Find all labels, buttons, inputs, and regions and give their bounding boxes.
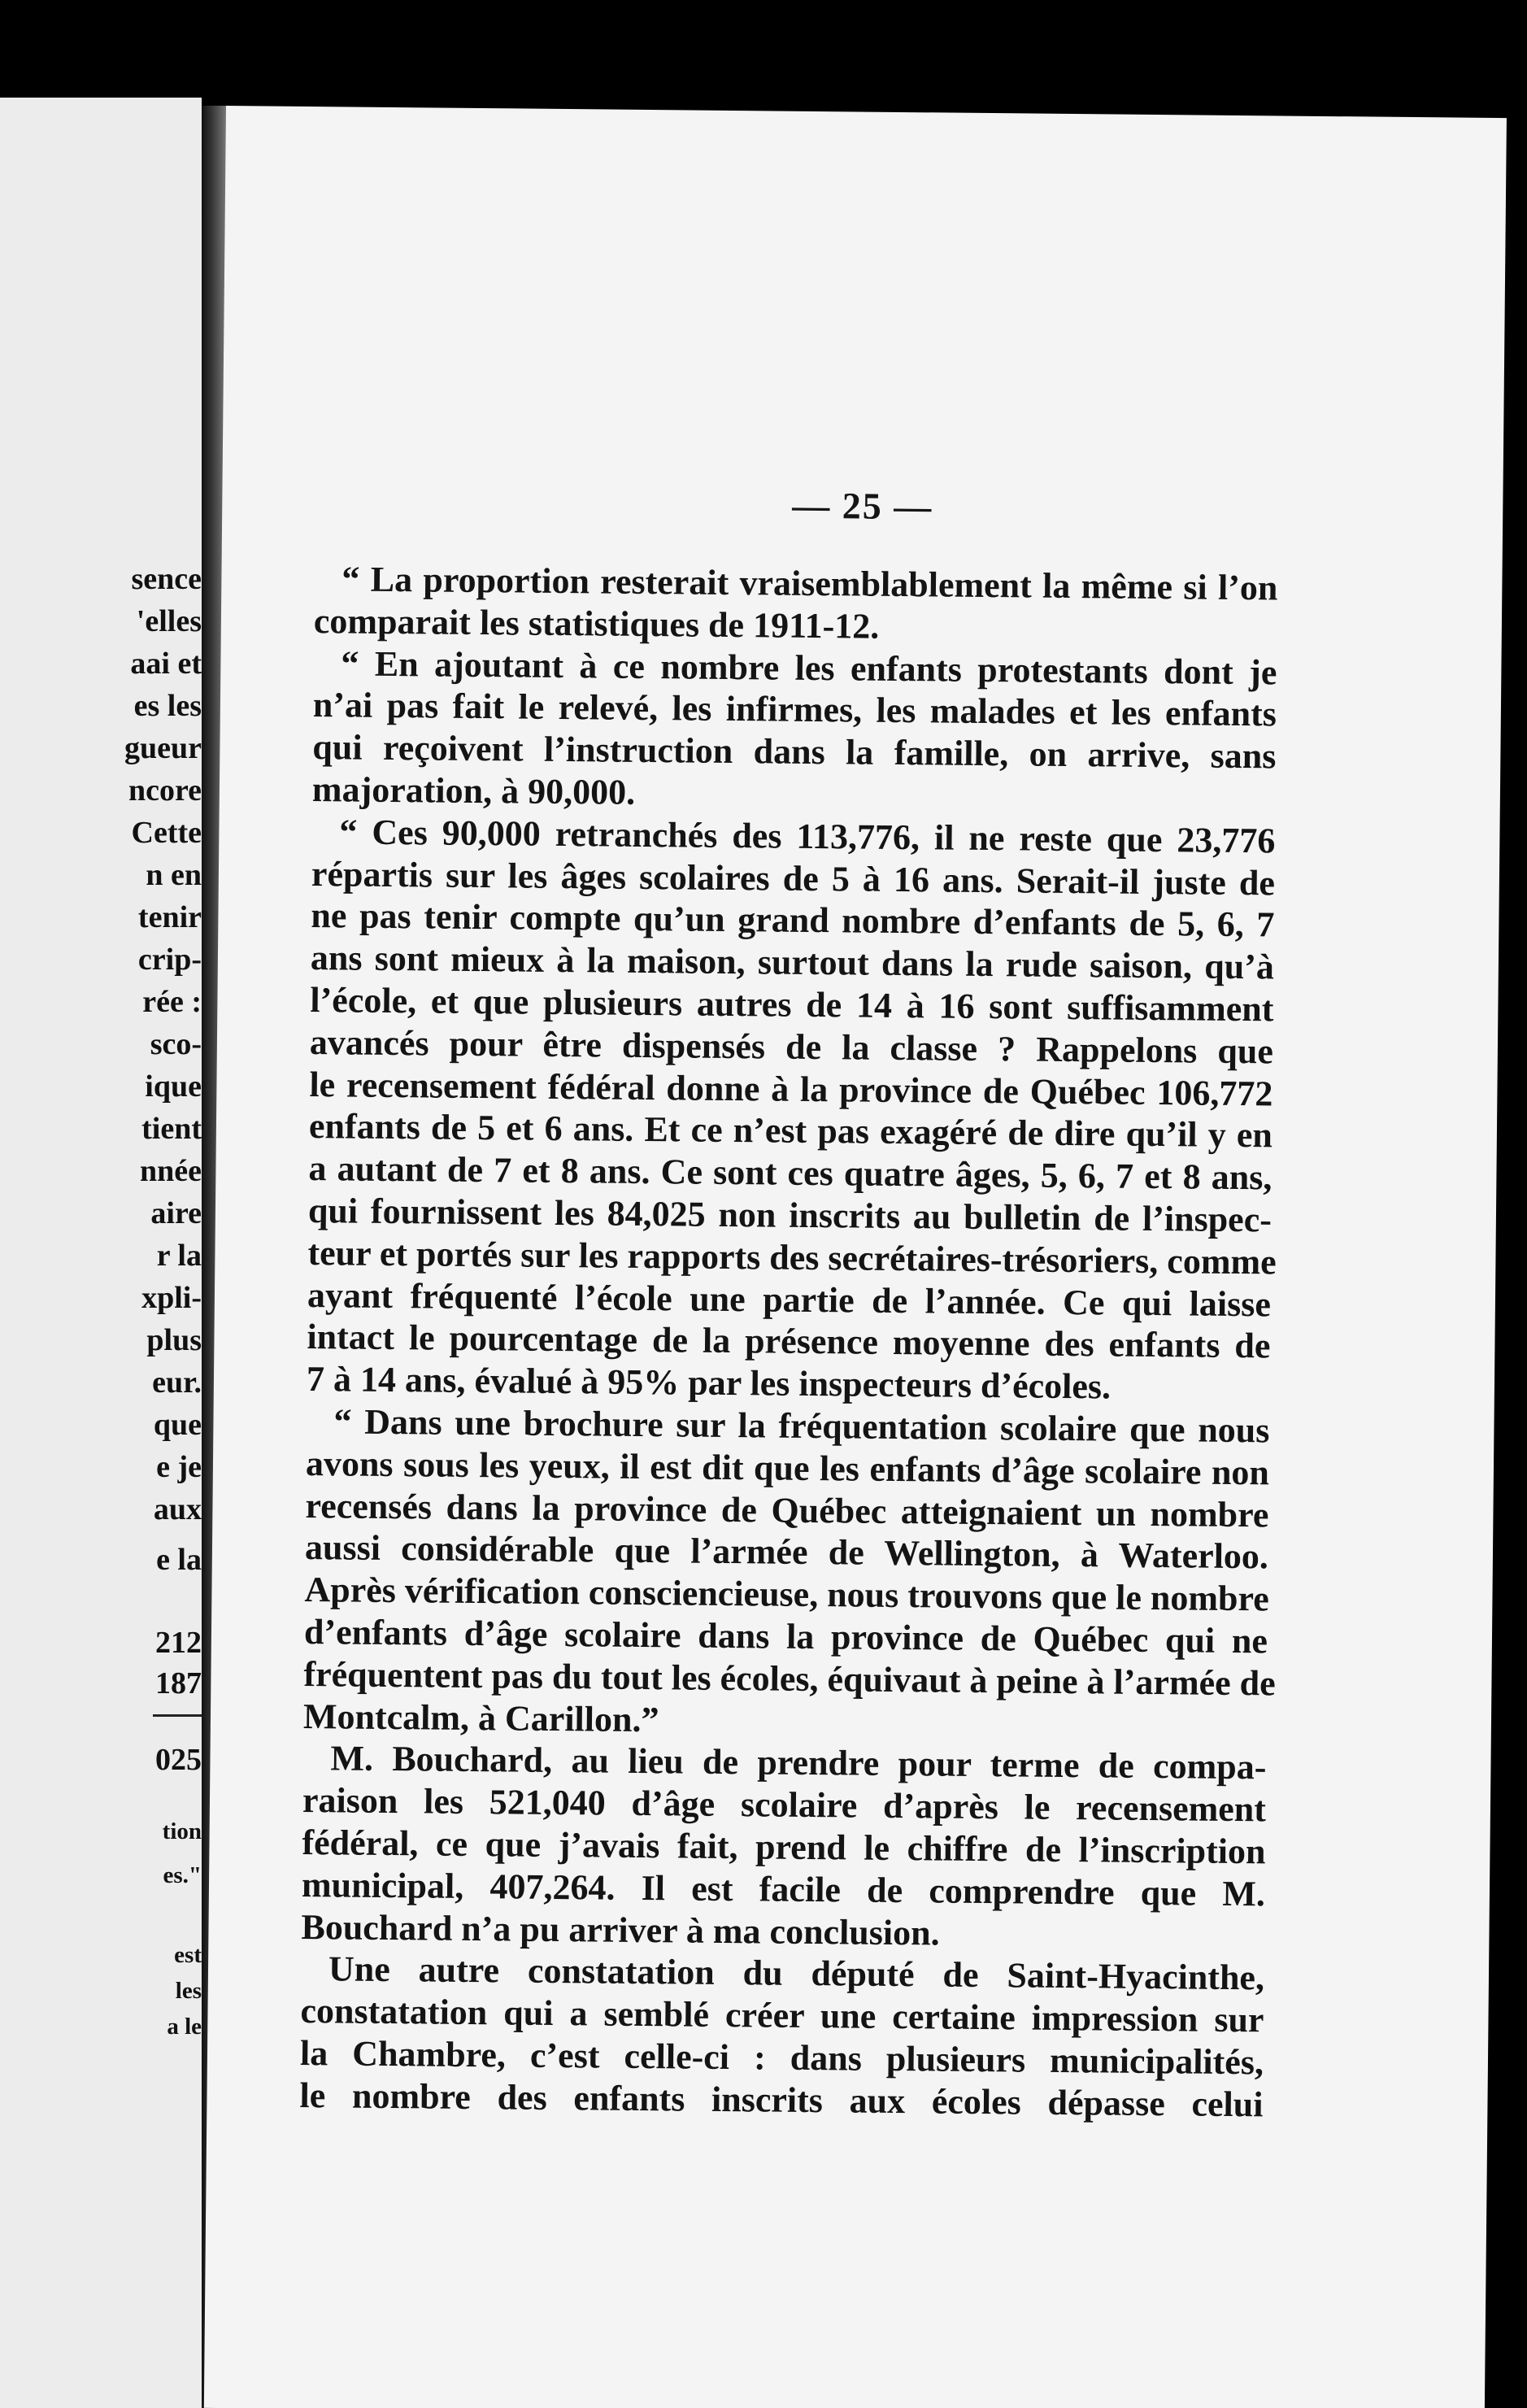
- text-line: Montcalm, à Carillon.”: [302, 1696, 659, 1740]
- left-facing-page: [0, 98, 202, 2408]
- text-line: ne pas tenir compte qu’un grand nombre d’enfants de 5, 6, 7: [311, 895, 1275, 945]
- text-line: “ En ajoutant à ce nombre les enfants protestants dont je: [341, 642, 1277, 693]
- left-page-line: ncore: [128, 773, 202, 808]
- text-line: enfants de 5 et 6 ans. Et ce n’est pas exagéré de dire qu’il y en: [308, 1106, 1273, 1156]
- text-line: teur et portés sur les rapports des secrétaires-trésoriers, comme: [307, 1232, 1277, 1282]
- text-line: l’école, et que plusieurs autres de 14 à 16 sont suffisamment: [310, 980, 1274, 1030]
- left-page-line: xpli-: [141, 1281, 202, 1315]
- text-line: le nombre des enfants inscrits aux écoles dépasse celui: [299, 2075, 1264, 2125]
- text-line: d’enfants d’âge scolaire dans la province de Québec qui ne: [303, 1611, 1268, 1661]
- text-line: constatation qui a semblé créer une certaine impression sur: [300, 1991, 1264, 2040]
- left-page-line: nnée: [140, 1154, 202, 1188]
- left-page-line: aire: [150, 1196, 202, 1230]
- text-line: recensés dans la province de Québec atteignaient un nombre: [305, 1485, 1269, 1535]
- left-page-line: Cette: [131, 816, 202, 850]
- left-page-line: rée :: [142, 985, 202, 1019]
- text-line: a autant de 7 et 8 ans. Ce sont ces quatre âges, 5, 6, 7 et 8 ans,: [308, 1148, 1272, 1198]
- left-page-line: est: [174, 1942, 202, 1968]
- body-text: [299, 558, 1277, 2126]
- text-line: la Chambre, c’est celle-ci : dans plusieurs municipalités,: [299, 2032, 1264, 2083]
- left-page-line: les: [175, 1978, 202, 2004]
- text-line: qui reçoivent l’instruction dans la famille, on arrive, sans: [312, 727, 1277, 777]
- text-line: Après vérification consciencieuse, nous trouvons que le nombre: [304, 1570, 1270, 1619]
- left-page-line: n en: [146, 858, 202, 892]
- left-page-line: a le: [167, 2014, 202, 2040]
- page-number: — 25 —: [792, 484, 933, 528]
- text-line: municipal, 407,264. Il est facile de comprendre que M.: [301, 1864, 1266, 1914]
- text-line: 7 à 14 ans, évalué à 95% par les inspecteurs d’écoles.: [306, 1359, 1112, 1407]
- left-page-line: eur.: [152, 1365, 202, 1400]
- text-line: le recensement fédéral donne à la province de Québec 106,772: [309, 1064, 1273, 1113]
- text-line: fédéral, ce que j’avais fait, prend le chiffre de l’inscription: [302, 1822, 1266, 1872]
- left-page-rule: [153, 1714, 202, 1717]
- main-page: [204, 106, 1507, 2408]
- text-line: répartis sur les âges scolaires de 5 à 16 ans. Serait-il juste de: [311, 853, 1276, 904]
- left-page-line: es les: [133, 689, 202, 723]
- text-line: majoration, à 90,000.: [311, 769, 636, 812]
- left-page-line: tion: [162, 1818, 202, 1844]
- left-page-line: e je: [156, 1450, 202, 1484]
- text-line: intact le pourcentage de la présence moyenne des enfants de: [307, 1317, 1271, 1366]
- text-line: “ Ces 90,000 retranchés des 113,776, il ne reste que 23,776: [339, 812, 1276, 861]
- left-page-line: tenir: [137, 900, 202, 934]
- left-page-line: aux: [153, 1492, 202, 1526]
- left-page-line: gueur: [124, 731, 202, 765]
- left-page-line: crip-: [137, 943, 202, 977]
- left-page-line: 'elles: [136, 604, 202, 638]
- left-page-line: es.": [163, 1862, 202, 1888]
- text-line: “ La proportion resterait vraisemblablement la même si l’on: [342, 559, 1278, 608]
- text-line: “ Dans une brochure sur la fréquentation scolaire que nous: [333, 1401, 1270, 1451]
- left-page-line: que: [153, 1408, 202, 1442]
- text-line: qui fournissent les 84,025 non inscrits au bulletin de l’inspec-: [307, 1190, 1272, 1240]
- left-page-line: 212: [155, 1626, 202, 1660]
- left-page-line: sence: [131, 562, 202, 596]
- left-page-line: plus: [146, 1323, 202, 1357]
- text-line: avons sous les yeux, il est dit que les enfants d’âge scolaire non: [305, 1443, 1270, 1493]
- left-page-line: tient: [141, 1112, 202, 1146]
- text-line: M. Bouchard, au lieu de prendre pour terme de compa-: [330, 1738, 1267, 1787]
- text-line: comparait les statistiques de 1911-12.: [313, 600, 880, 647]
- left-page-line: r la: [156, 1239, 202, 1273]
- text-line: aussi considérable que l’armée de Wellington, à Waterloo.: [304, 1527, 1269, 1577]
- text-line: n’ai pas fait le relevé, les infirmes, les malades et les enfants: [312, 685, 1277, 734]
- left-page-line: aai et: [130, 647, 202, 681]
- text-line: ayant fréquenté l’école une partie de l’année. Ce qui laisse: [307, 1274, 1272, 1324]
- text-line: ans sont mieux à la maison, surtout dans la rude saison, qu’à: [310, 938, 1275, 987]
- left-page-line: ique: [145, 1069, 202, 1104]
- left-page-line: 187: [155, 1666, 202, 1700]
- text-line: avancés pour être dispensés de la classe ? Rappelons que: [309, 1021, 1274, 1072]
- text-line: Bouchard n’a pu arriver à ma conclusion.: [301, 1906, 940, 1953]
- text-line: Une autre constatation du député de Saint-Hyacinthe,: [328, 1949, 1265, 1998]
- text-line: raison les 521,040 d’âge scolaire d’après le recensement: [302, 1780, 1267, 1830]
- left-page-line: sco-: [150, 1027, 202, 1061]
- left-page-line: e la: [156, 1543, 202, 1577]
- left-page-line: 025: [155, 1743, 202, 1777]
- text-line: fréquentent pas du tout les écoles, équivaut à peine à l’armée de: [303, 1653, 1276, 1704]
